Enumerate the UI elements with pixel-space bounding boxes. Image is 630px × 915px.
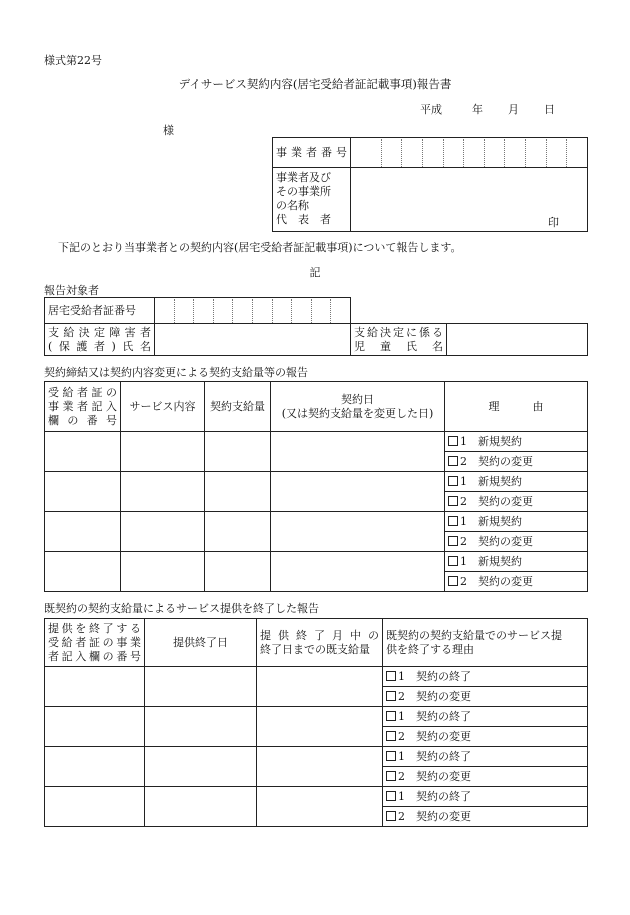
provider-rep-label: 代 表 者: [276, 213, 331, 226]
s1-row2-service[interactable]: [121, 472, 205, 512]
s1-h4-line1: 契約日: [341, 392, 374, 406]
s2-row1-opt1[interactable]: [383, 667, 588, 687]
s1-row2-opt1-label: 1 新規契約: [460, 474, 522, 488]
checkbox-icon[interactable]: [448, 476, 458, 486]
child-label-line2: 児 童 氏 名: [354, 339, 443, 353]
s1-row4-opt2[interactable]: [445, 572, 588, 592]
cert-number-label: 居宅受給者証番号: [45, 298, 155, 324]
provider-name-label: [273, 168, 351, 232]
s1-row1-number[interactable]: [45, 432, 121, 472]
cert-blank: [351, 298, 588, 324]
s2-h1-line2: 受給者証の事業: [48, 635, 141, 649]
checkbox-icon[interactable]: [386, 811, 396, 821]
s2-row2-opt1[interactable]: [383, 707, 588, 727]
s2-row2-opt1-label: 1 契約の終了: [398, 709, 471, 723]
seal-mark: 印: [548, 216, 559, 229]
checkbox-icon[interactable]: [386, 751, 396, 761]
guardian-label: [45, 324, 155, 356]
s2-row3-opt1-label: 1 契約の終了: [398, 749, 471, 763]
checkbox-icon[interactable]: [386, 691, 396, 701]
intro-text: 下記のとおり当事業者との契約内容(居宅受給者証記載事項)について報告します。: [58, 241, 462, 254]
checkbox-icon[interactable]: [448, 496, 458, 506]
section2-table: [44, 618, 588, 827]
s1-row4-opt1-label: 1 新規契約: [460, 554, 522, 568]
guardian-name-field[interactable]: [155, 324, 351, 356]
s1-row3-opt2-label: 2 契約の変更: [460, 534, 533, 548]
provider-name-label-line3: の名称: [276, 199, 309, 212]
s1-row3-amount[interactable]: [205, 512, 271, 552]
s1-header-col1: [45, 382, 121, 432]
s2-row1-amount[interactable]: [257, 667, 383, 707]
s1-h1-line3: 欄の番号: [48, 413, 117, 427]
s2-row4-number[interactable]: [45, 787, 145, 827]
s1-header-col5: 理 由: [445, 382, 588, 432]
s1-row1-amount[interactable]: [205, 432, 271, 472]
provider-name-field[interactable]: [351, 168, 588, 232]
s2-row2-amount[interactable]: [257, 707, 383, 747]
s1-row1-date[interactable]: [271, 432, 445, 472]
s1-h1-line2: 事業者記入: [48, 399, 117, 413]
subject-heading: 報告対象者: [44, 284, 99, 297]
s2-row1-opt1-label: 1 契約の終了: [398, 669, 471, 683]
s1-row4-date[interactable]: [271, 552, 445, 592]
s1-row2-amount[interactable]: [205, 472, 271, 512]
provider-table: [272, 137, 588, 232]
checkbox-icon[interactable]: [448, 576, 458, 586]
s1-row4-amount[interactable]: [205, 552, 271, 592]
s2-row3-opt2[interactable]: [383, 767, 588, 787]
child-name-field[interactable]: [447, 324, 588, 356]
s2-row3-amount[interactable]: [257, 747, 383, 787]
s2-row4-opt1-label: 1 契約の終了: [398, 789, 471, 803]
s1-h1-line1: 受給者証の: [48, 385, 117, 399]
s1-row3-number[interactable]: [45, 512, 121, 552]
guardian-label-line2: (保護者)氏名: [48, 339, 151, 353]
provider-name-label-line2: その事業所: [276, 185, 331, 198]
s2-row3-opt2-label: 2 契約の変更: [398, 769, 471, 783]
guardian-label-line1: 支給決定障害者: [48, 325, 151, 339]
s2-header-col3: [257, 619, 383, 667]
s2-row4-end-date[interactable]: [145, 787, 257, 827]
s2-row4-opt2-label: 2 契約の変更: [398, 809, 471, 823]
cert-number-field[interactable]: [155, 298, 351, 324]
s1-row3-opt1-label: 1 新規契約: [460, 514, 522, 528]
s1-row1-opt1[interactable]: [445, 432, 588, 452]
s2-h4-line1: 既契約の契約支給量でのサービス提: [386, 628, 562, 642]
form-number: 様式第22号: [44, 54, 102, 67]
child-label-line1: 支給決定に係る: [354, 325, 443, 339]
section1-table: [44, 381, 588, 592]
s1-row4-number[interactable]: [45, 552, 121, 592]
s2-row1-opt2[interactable]: [383, 687, 588, 707]
date-month: 月: [508, 103, 519, 116]
s1-row2-opt1[interactable]: [445, 472, 588, 492]
date-day: 日: [544, 103, 555, 116]
checkbox-icon[interactable]: [448, 516, 458, 526]
s1-row3-opt2[interactable]: [445, 532, 588, 552]
date-era: 平成: [420, 103, 442, 116]
s2-row2-opt2-label: 2 契約の変更: [398, 729, 471, 743]
s2-row1-number[interactable]: [45, 667, 145, 707]
checkbox-icon[interactable]: [448, 456, 458, 466]
s1-header-col3: 契約支給量: [205, 382, 271, 432]
s1-row3-date[interactable]: [271, 512, 445, 552]
section2-heading: 既契約の契約支給量によるサービス提供を終了した報告: [44, 602, 319, 615]
s2-row3-opt1[interactable]: [383, 747, 588, 767]
section1-heading: 契約締結又は契約内容変更による契約支給量等の報告: [44, 366, 308, 379]
s2-row4-opt1[interactable]: [383, 787, 588, 807]
s1-row4-opt1[interactable]: [445, 552, 588, 572]
s2-row2-end-date[interactable]: [145, 707, 257, 747]
s2-row1-end-date[interactable]: [145, 667, 257, 707]
addressee: 様: [163, 124, 174, 137]
page-title: デイサービス契約内容(居宅受給者証記載事項)報告書: [178, 77, 452, 91]
checkbox-icon[interactable]: [448, 556, 458, 566]
s2-row2-number[interactable]: [45, 707, 145, 747]
s2-header-col4: [383, 619, 588, 667]
s1-row4-service[interactable]: [121, 552, 205, 592]
s1-row3-service[interactable]: [121, 512, 205, 552]
ki-mark: 記: [309, 266, 321, 279]
provider-number-label: 事業者番号: [273, 138, 351, 168]
checkbox-icon[interactable]: [448, 536, 458, 546]
s1-row1-service[interactable]: [121, 432, 205, 472]
s1-row2-number[interactable]: [45, 472, 121, 512]
s2-row4-opt2[interactable]: [383, 807, 588, 827]
s2-h3-line2: 終了日までの既支給量: [260, 642, 370, 656]
s2-row3-number[interactable]: [45, 747, 145, 787]
date-year: 年: [472, 103, 483, 116]
s2-h1-line1: 提供を終了する: [48, 621, 141, 635]
s1-row2-opt2-label: 2 契約の変更: [460, 494, 533, 508]
provider-number-field[interactable]: [351, 138, 588, 168]
checkbox-icon[interactable]: [386, 711, 396, 721]
provider-name-label-line1: 事業者及び: [276, 171, 331, 184]
s1-row2-date[interactable]: [271, 472, 445, 512]
checkbox-icon[interactable]: [386, 731, 396, 741]
checkbox-icon[interactable]: [386, 771, 396, 781]
s2-row1-opt2-label: 2 契約の変更: [398, 689, 471, 703]
subject-table: [44, 297, 588, 356]
s2-h3-line1: 提供終了月中の: [260, 628, 379, 642]
s2-header-col2: 提供終了日: [145, 619, 257, 667]
s1-row1-opt2-label: 2 契約の変更: [460, 454, 533, 468]
checkbox-icon[interactable]: [386, 791, 396, 801]
s1-row3-opt1[interactable]: [445, 512, 588, 532]
s1-h4-line2: (又は契約支給量を変更した日): [281, 406, 434, 420]
s2-header-col1: [45, 619, 145, 667]
checkbox-icon[interactable]: [448, 436, 458, 446]
s1-row2-opt2[interactable]: [445, 492, 588, 512]
s2-row4-amount[interactable]: [257, 787, 383, 827]
s2-h4-line2: 供を終了する理由: [386, 642, 474, 656]
s1-header-col2: サービス内容: [121, 382, 205, 432]
s2-row2-opt2[interactable]: [383, 727, 588, 747]
checkbox-icon[interactable]: [386, 671, 396, 681]
s1-header-col4: [271, 382, 445, 432]
s1-row4-opt2-label: 2 契約の変更: [460, 574, 533, 588]
s1-row1-opt1-label: 1 新規契約: [460, 434, 522, 448]
s2-row3-end-date[interactable]: [145, 747, 257, 787]
s2-h1-line3: 者記入欄の番号: [48, 649, 141, 663]
child-label: [351, 324, 447, 356]
s1-row1-opt2[interactable]: [445, 452, 588, 472]
